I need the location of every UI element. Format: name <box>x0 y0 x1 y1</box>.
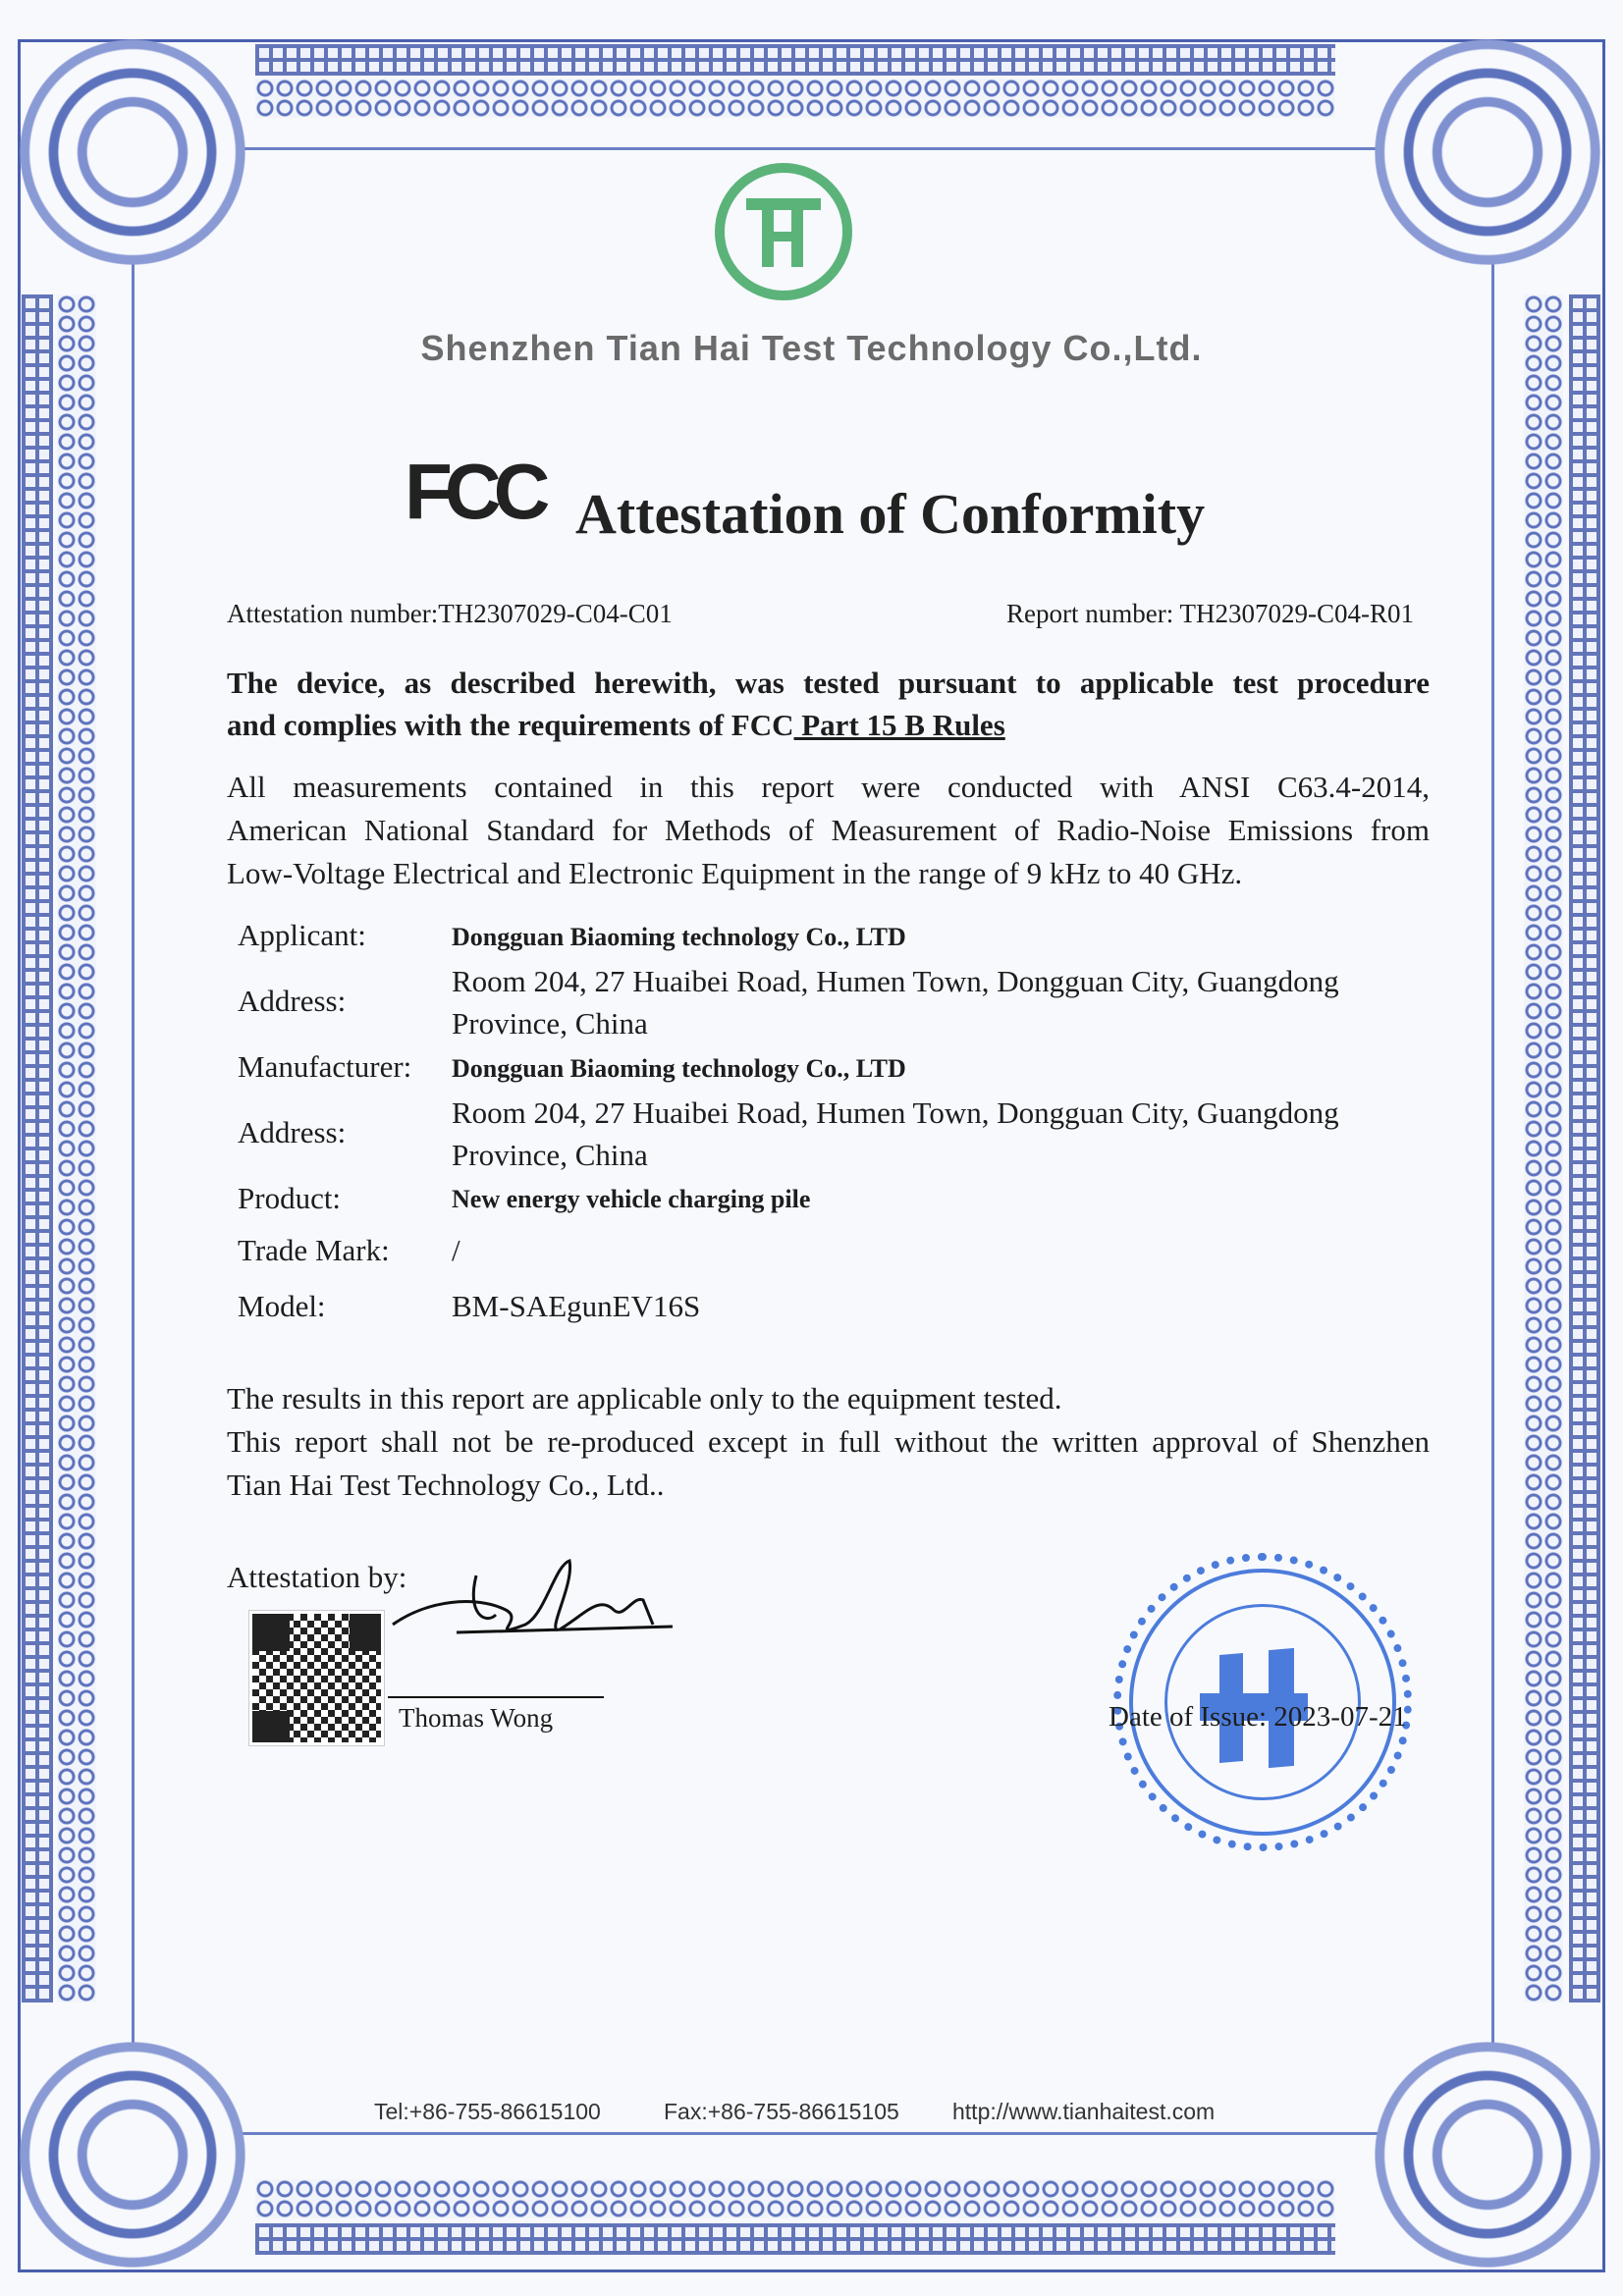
footer-website[interactable]: http://www.tianhaitest.com <box>952 2099 1216 2124</box>
signature-mark <box>388 1556 682 1664</box>
address-value: Room 204, 27 Huaibei Road, Humen Town, Dongguan City, Guangdong <box>452 964 1339 998</box>
border-top-chain <box>255 79 1335 118</box>
fcc-rule: Part 15 B Rules <box>793 708 1005 742</box>
trademark-label: Trade Mark: <box>238 1233 390 1267</box>
statement-line: and complies with the requirements of FCC <box>227 708 794 742</box>
attestation-number: Attestation number:TH2307029-C04-C01 <box>227 599 673 628</box>
issue-date: Date of Issue: 2023-07-21 <box>1109 1701 1407 1733</box>
signatory-name: Thomas Wong <box>399 1703 554 1733</box>
paragraph-line: This report shall not be re-produced except in full without the written approval of Shenzhen <box>227 1424 1430 1459</box>
paragraph-line: All measurements contained in this report were conducted with ANSI C63.4-2014, <box>227 770 1430 804</box>
company-logo <box>715 163 852 300</box>
page-title: Attestation of Conformity <box>575 482 1206 546</box>
manufacturer-label: Manufacturer: <box>238 1049 412 1084</box>
paragraph-line: Low-Voltage Electrical and Electronic Equipment in the range of 9 kHz to 40 GHz. <box>227 856 1243 890</box>
product-value: New energy vehicle charging pile <box>452 1185 811 1213</box>
border-bottom-chain <box>255 2179 1335 2218</box>
address-label: Address: <box>238 1115 347 1149</box>
applicant-label: Applicant: <box>238 918 366 952</box>
footer-fax: Fax:+86-755-86615105 <box>664 2099 899 2124</box>
model-label: Model: <box>238 1289 326 1323</box>
border-left-chain <box>57 294 96 2002</box>
manufacturer-value: Dongguan Biaoming technology Co., LTD <box>452 1054 906 1083</box>
paragraph-line: American National Standard for Methods of Measurement of Radio-Noise Emissions from <box>227 813 1430 847</box>
paragraph-line: The results in this report are applicable only to the equipment tested. <box>227 1381 1062 1415</box>
fcc-logo: FCC <box>405 448 543 535</box>
border-left-key <box>22 294 53 2002</box>
corner-ornament-icon <box>20 39 245 265</box>
corner-ornament-icon <box>1375 39 1600 265</box>
address-label: Address: <box>238 984 347 1018</box>
footer-tel: Tel:+86-755-86615100 <box>374 2099 601 2124</box>
border-top-key <box>255 44 1335 76</box>
qr-code <box>249 1611 384 1745</box>
border-right-chain <box>1524 294 1563 2002</box>
attestation-by-label: Attestation by: <box>227 1560 407 1594</box>
measurement-paragraph <box>227 766 1430 895</box>
statement-line: The device, as described herewith, was tested pursuant to applicable test procedure <box>227 666 1430 700</box>
signature-line <box>388 1696 604 1698</box>
paragraph-line: Tian Hai Test Technology Co., Ltd.. <box>227 1468 665 1502</box>
report-number: Report number: TH2307029-C04-R01 <box>1006 599 1414 628</box>
results-paragraph <box>227 1377 1430 1507</box>
corner-ornament-icon <box>1375 2042 1600 2268</box>
model-value: BM-SAEgunEV16S <box>452 1289 701 1323</box>
border-right-key <box>1569 294 1600 2002</box>
compliance-statement <box>227 662 1430 746</box>
applicant-value: Dongguan Biaoming technology Co., LTD <box>452 923 906 951</box>
corner-ornament-icon <box>20 2042 245 2268</box>
address-value: Room 204, 27 Huaibei Road, Humen Town, Dongguan City, Guangdong <box>452 1095 1339 1130</box>
trademark-value: / <box>452 1233 460 1267</box>
address-value: Province, China <box>452 1006 648 1041</box>
product-label: Product: <box>238 1181 342 1215</box>
company-name: Shenzhen Tian Hai Test Technology Co.,Ltd. <box>420 328 1203 368</box>
address-value: Province, China <box>452 1138 648 1172</box>
border-bottom-key <box>255 2223 1335 2255</box>
